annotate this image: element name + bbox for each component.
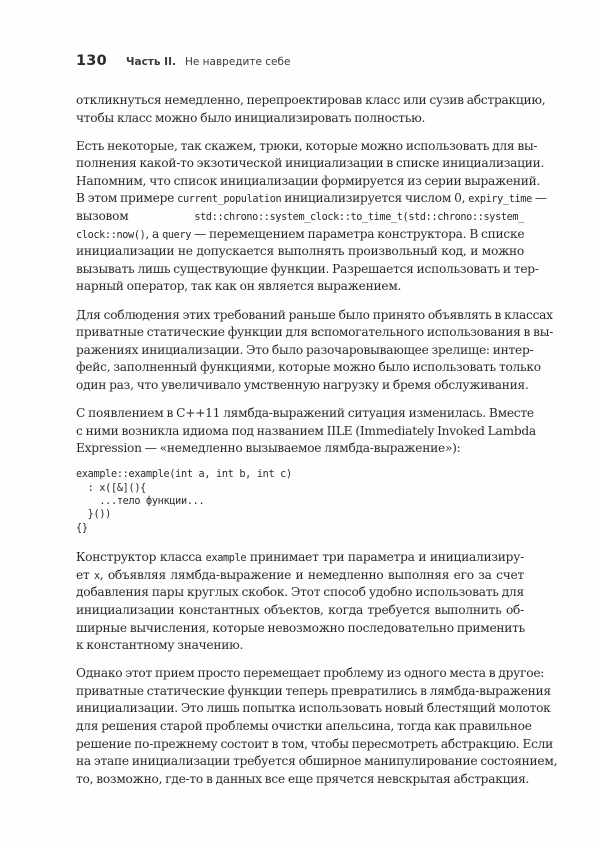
text-line <box>76 620 524 638</box>
text-run: принимает три параметра и инициализиру- <box>246 550 525 565</box>
paragraphs-before-code <box>76 92 554 458</box>
paragraph <box>76 405 536 458</box>
text-run: к константному значению. <box>76 638 244 653</box>
paragraph <box>76 549 524 655</box>
text-run: Для соблюдения этих требований раньше было принято объявлять в классах <box>76 307 553 322</box>
text-run: инициализации не допускается выполнять произвольный код, и можно <box>76 244 524 259</box>
text-run: ширные вычисления, которые невозможно последовательно применить <box>76 620 526 635</box>
text-run: Однако этот прием просто перемещает проблему из одного места в другое: <box>76 666 545 681</box>
inline-code: example <box>205 553 247 565</box>
text-line <box>76 753 558 771</box>
text-run: Конструктор класса <box>76 550 206 565</box>
paragraph <box>76 307 554 395</box>
text-run: инициализации. Это лишь попытка использовать новый блестящий молоток <box>76 701 551 716</box>
text-line <box>76 602 524 620</box>
code-block <box>76 468 524 535</box>
text-run: , объявляя лямбда-выражение и немедленно выполняя его за счет <box>99 567 524 582</box>
text-run: вызывать лишь существующие функции. Разрешается использовать и тер- <box>76 261 539 276</box>
text-run: Есть некоторые, так скажем, трюки, которые можно использовать для вы- <box>76 138 538 153</box>
text-line <box>76 307 553 325</box>
text-run: С появлением в C++11 лямбда-выражений ситуация изменилась. Вместе <box>76 406 534 420</box>
code-line: example::example(int a, int b, int c) <box>76 469 292 481</box>
text-run: приватные статические функции теперь превратились в лямбда-выражения <box>76 683 551 698</box>
text-run: В этом примере <box>76 191 178 206</box>
text-line <box>76 771 530 789</box>
inline-code: clock::now() <box>76 229 146 241</box>
text-run: приватные статические функции для вспомогательного использования в вы- <box>76 325 554 340</box>
text-run: добавления пары круглых скобок. Этот способ удобно использовать для <box>76 585 524 600</box>
text-line <box>76 138 538 156</box>
inline-code: current_population <box>177 194 282 206</box>
text-run: ет <box>76 567 94 582</box>
paragraphs-after-code <box>76 549 558 788</box>
text-line <box>76 342 534 360</box>
text-line <box>76 208 524 226</box>
text-line <box>76 190 547 208</box>
text-line <box>76 718 532 736</box>
text-line <box>76 584 524 602</box>
text-run: Напомним, что список инициализации формируется из серии выражений. <box>76 173 541 188</box>
text-line <box>76 92 546 110</box>
text-line <box>76 155 545 173</box>
text-line <box>76 324 554 342</box>
text-line <box>76 261 539 279</box>
text-line <box>76 278 524 296</box>
text-run: — <box>531 191 547 206</box>
text-line <box>76 110 524 128</box>
text-run: инициализации константных объектов, когда требуется выполнить об- <box>76 603 524 618</box>
code-line: {} <box>76 522 88 534</box>
chapter-title: Не навредите себе <box>184 56 291 68</box>
inline-code: query <box>162 229 192 241</box>
text-line <box>76 567 524 585</box>
text-run: чтобы класс можно было инициализировать полностью. <box>76 110 426 125</box>
text-line <box>76 359 541 377</box>
part-label: Часть II. <box>126 56 176 68</box>
text-line <box>76 173 541 191</box>
text-run: инициализируется числом 0, <box>281 191 469 206</box>
paragraph <box>76 138 547 296</box>
code-line: ...тело функции... <box>76 496 205 508</box>
text-line <box>76 243 524 261</box>
text-run: на этапе инициализации требуется обширное манипулирование состоянием, <box>76 754 558 769</box>
text-line <box>76 549 524 567</box>
text-run: ражениях инициализации. Это было разочаровывающее зрелище: интер- <box>76 342 534 357</box>
text-line <box>76 736 554 754</box>
text-run: нарный оператор, так как он является выражением. <box>76 279 402 294</box>
text-line <box>76 637 524 655</box>
text-run: с ними возникла идиома под названием IILE (Immediately Invoked Lambda <box>76 423 536 438</box>
text-run: полнения какой-то экзотической инициализации в списке инициализации. <box>76 156 545 171</box>
paragraph <box>76 665 558 788</box>
text-line <box>76 423 536 441</box>
text-run: откликнуться немедленно, перепроектировав класс или сузив абстракцию, <box>76 93 546 107</box>
text-run: , а <box>145 226 163 241</box>
text-line <box>76 377 529 395</box>
inline-code: expiry_time <box>468 194 532 206</box>
code-line: }()) <box>76 509 112 521</box>
text-run: то, возможно, где-то в данных все еще прячется невскрытая абстракция. <box>76 771 530 786</box>
inline-code: x <box>93 570 100 582</box>
text-run: один раз, что увеличивало умственную нагрузку и бремя обслуживания. <box>76 377 529 392</box>
text-run: фейс, заполненный функциями, которые можно было использовать только <box>76 360 541 375</box>
text-line <box>76 226 524 244</box>
text-line <box>76 700 551 718</box>
code-line: : x([&](){ <box>76 482 147 494</box>
inline-code: std::chrono::system_clock::to_time_t(std::chrono::system_ <box>194 212 524 224</box>
text-line <box>76 405 534 423</box>
text-run: вызовом <box>76 209 195 224</box>
text-run: Expression — «немедленно вызываемое лямбда-выражение»): <box>76 441 461 456</box>
running-head <box>76 53 290 73</box>
body-text <box>76 92 558 799</box>
text-run: для решения старой проблемы очистки апельсина, тогда как правильное <box>76 719 532 734</box>
text-line <box>76 683 551 701</box>
page-number: 130 <box>76 53 107 69</box>
text-line <box>76 440 524 458</box>
paragraph <box>76 92 546 127</box>
text-line <box>76 665 545 683</box>
text-run: решение по-прежнему состоит в том, чтобы пересмотреть абстракцию. Если <box>76 736 554 751</box>
text-run: — перемещением параметра конструктора. В списке <box>191 226 525 241</box>
